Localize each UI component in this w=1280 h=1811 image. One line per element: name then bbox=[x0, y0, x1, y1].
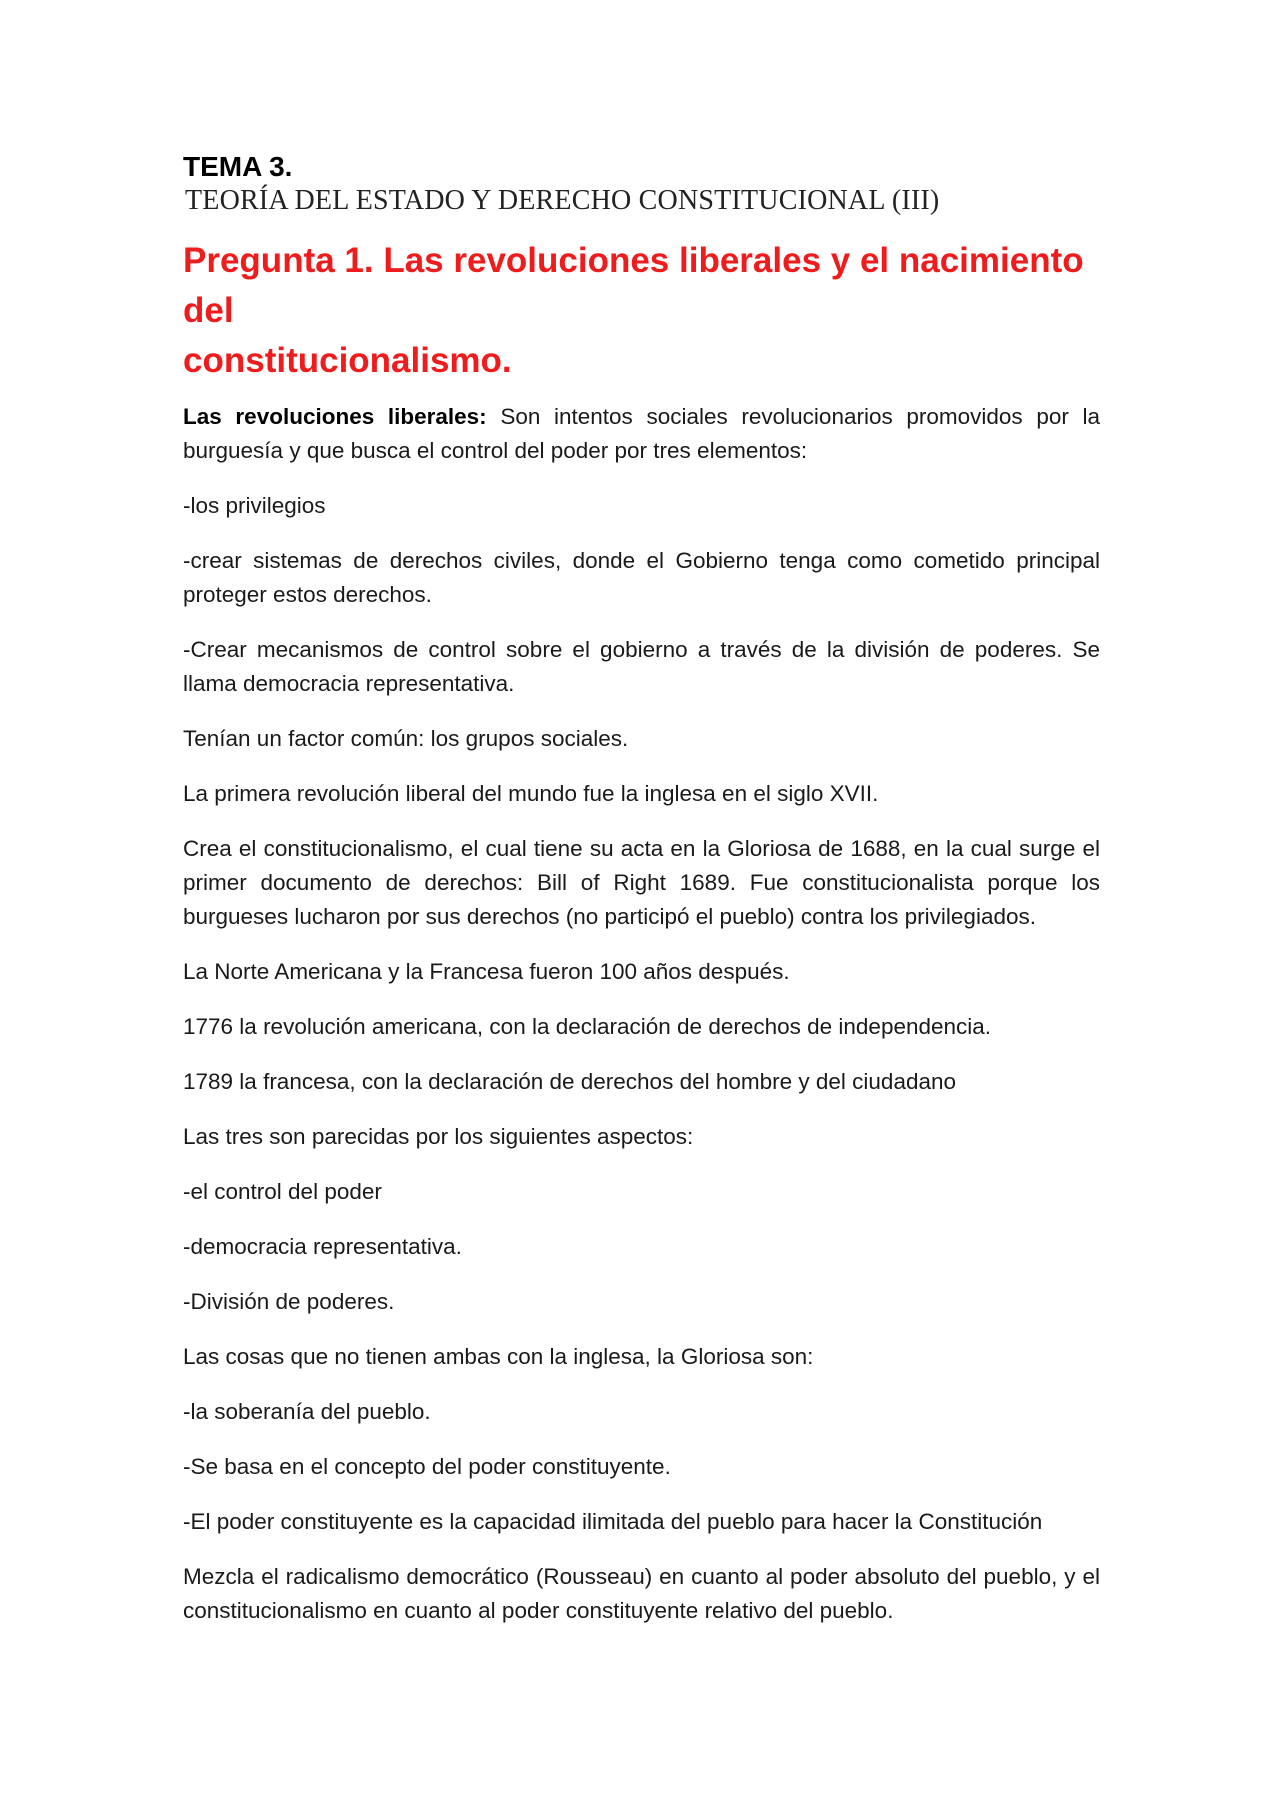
paragraph: 1789 la francesa, con la declaración de derechos del hombre y del ciudadano bbox=[183, 1069, 957, 1094]
intro-paragraph bbox=[183, 400, 1100, 468]
paragraph-list-item: -el control del poder bbox=[183, 1179, 382, 1204]
paragraph-list-item: -los privilegios bbox=[183, 493, 326, 518]
paragraph-list-item: -Crear mecanismos de control sobre el gobierno a través de la división de poderes. Se llama democracia representativa. bbox=[183, 637, 1100, 696]
question-heading bbox=[183, 236, 1100, 386]
intro-bold-term: Las revoluciones liberales: bbox=[183, 404, 487, 429]
question-heading-line2: constitucionalismo. bbox=[183, 341, 512, 380]
paragraph: Tenían un factor común: los grupos sociales. bbox=[183, 726, 629, 751]
paragraph-list-item: -crear sistemas de derechos civiles, donde el Gobierno tenga como cometido principal proteger estos derechos. bbox=[183, 548, 1100, 607]
topic-number: TEMA 3. bbox=[183, 151, 293, 182]
paragraph-list-item: -El poder constituyente es la capacidad ilimitada del pueblo para hacer la Constitución bbox=[183, 1509, 1043, 1534]
paragraph-list-item: -División de poderes. bbox=[183, 1289, 395, 1314]
question-heading-line1: Pregunta 1. Las revoluciones liberales y el nacimiento del bbox=[183, 241, 1084, 330]
paragraph: La Norte Americana y la Francesa fueron 100 años después. bbox=[183, 959, 790, 984]
intro-text: Son intentos sociales revolucionarios promovidos por la burguesía y que busca el control del poder por tres elementos: bbox=[183, 404, 1100, 463]
paragraph: 1776 la revolución americana, con la declaración de derechos de independencia. bbox=[183, 1014, 992, 1039]
paragraph-list-item: -la soberanía del pueblo. bbox=[183, 1399, 431, 1424]
document-page bbox=[183, 150, 1100, 1649]
topic-subtitle: TEORÍA DEL ESTADO Y DERECHO CONSTITUCIONAL (III) bbox=[185, 185, 940, 216]
paragraph-list-item: -Se basa en el concepto del poder constituyente. bbox=[183, 1454, 671, 1479]
paragraph: La primera revolución liberal del mundo fue la inglesa en el siglo XVII. bbox=[183, 781, 879, 806]
paragraph: Crea el constitucionalismo, el cual tiene su acta en la Gloriosa de 1688, en la cual surge el primer documento de derechos: Bill of Right 1689. Fue constitucionalista porque los burgueses lucharon por sus derechos (no participó el pueblo) contra los privilegiados. bbox=[183, 836, 1100, 929]
paragraph-list-item: -democracia representativa. bbox=[183, 1234, 462, 1259]
paragraph: Mezcla el radicalismo democrático (Rousseau) en cuanto al poder absoluto del pueblo, y el constitucionalismo en cuanto al poder constituyente relativo del pueblo. bbox=[183, 1564, 1100, 1623]
paragraph: Las tres son parecidas por los siguientes aspectos: bbox=[183, 1124, 694, 1149]
paragraph: Las cosas que no tienen ambas con la inglesa, la Gloriosa son: bbox=[183, 1344, 814, 1369]
